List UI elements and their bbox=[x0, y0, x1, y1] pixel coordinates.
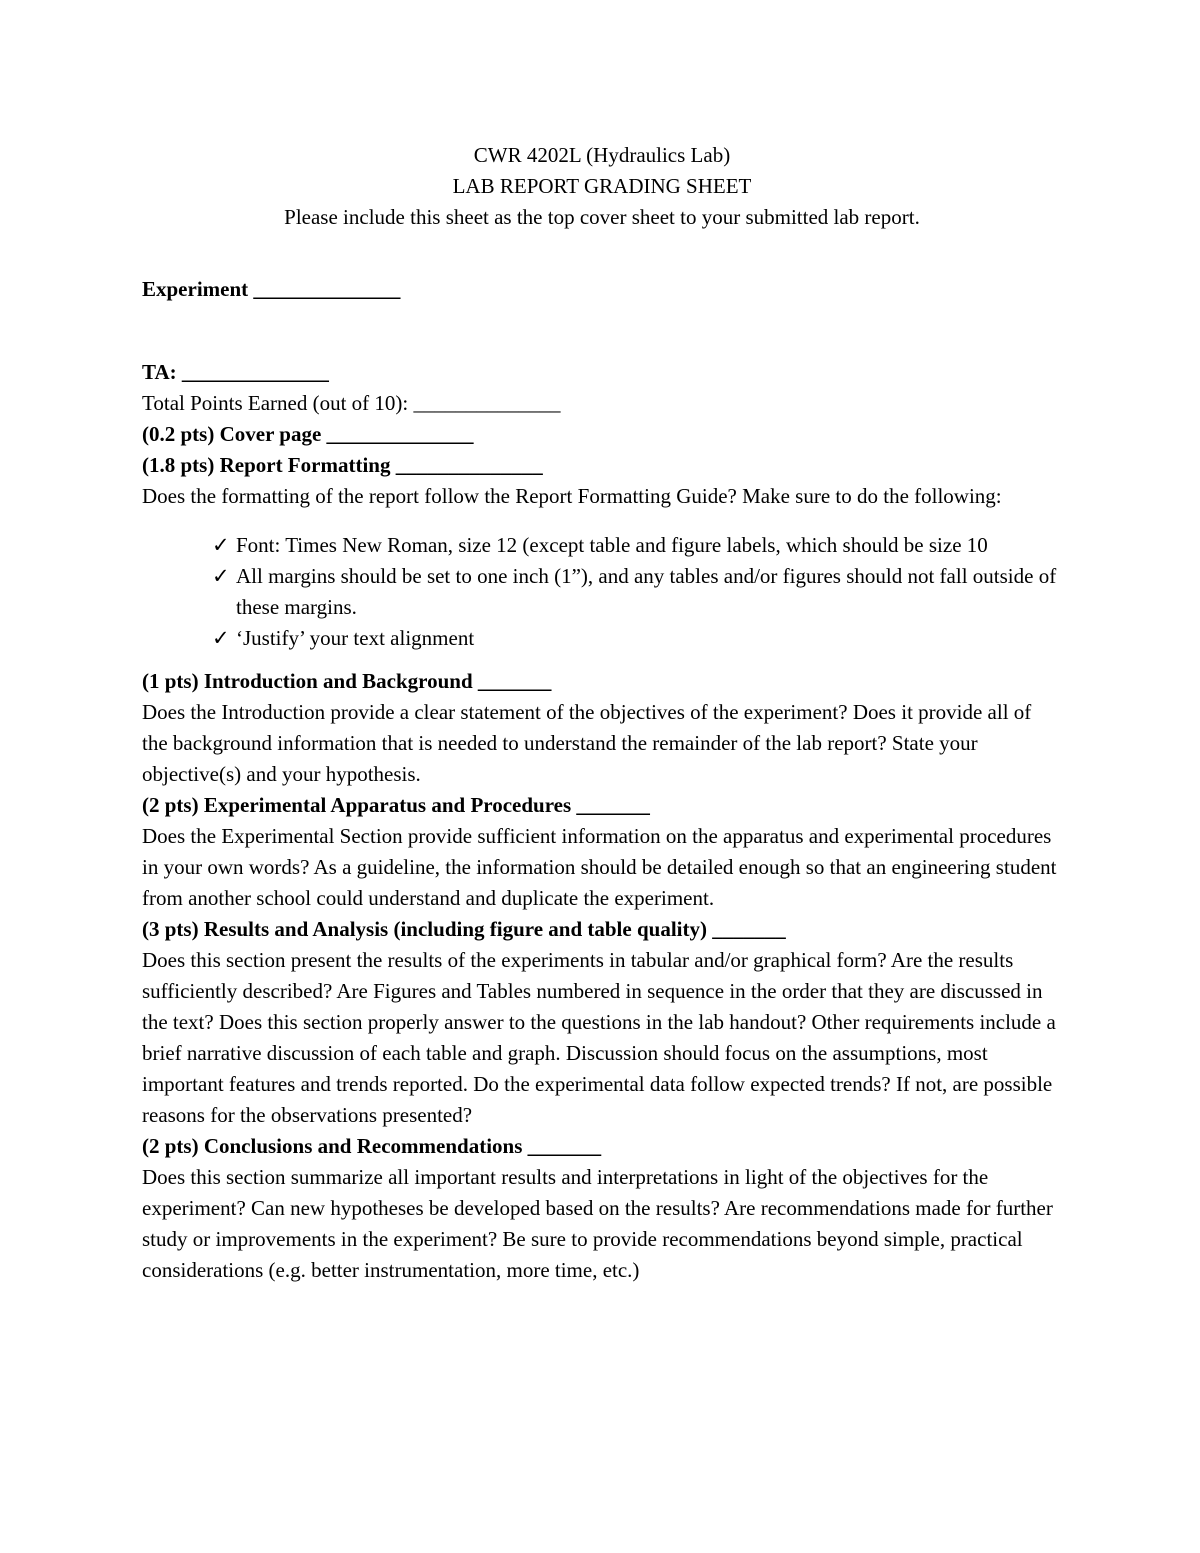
conclusions-heading-line bbox=[142, 1131, 1062, 1162]
apparatus-blank: _______ bbox=[576, 793, 650, 817]
apparatus-heading: (2 pts) Experimental Apparatus and Procedures bbox=[142, 793, 572, 817]
cover-page-blank: ______________ bbox=[326, 422, 474, 446]
conclusions-description: Does this section summarize all important results and interpretations in light of the objectives for the experiment? Can new hypotheses be developed based on the results? Are recommendations made for further study or improvements in the experiment? Be sure to provide recommendations beyond simple, practical considerations (e.g. better instrumentation, more time, etc.) bbox=[142, 1165, 1053, 1282]
checklist-item-text: Font: Times New Roman, size 12 (except table and figure labels, which should be size 10 bbox=[236, 533, 988, 557]
intro-heading: (1 pts) Introduction and Background bbox=[142, 669, 473, 693]
intro-blank: _______ bbox=[477, 669, 552, 693]
intro-heading-line bbox=[142, 666, 1062, 697]
checklist-item-text: ‘Justify’ your text alignment bbox=[236, 626, 475, 650]
results-description: Does this section present the results of the experiments in tabular and/or graphical form? Are the results sufficiently described? Are Figures and Tables numbered in sequence in the order that they are discussed in the text? Does this section properly answer to the questions in the lab handout? Other requirements include a brief narrative discussion of each table and graph. Discussion should focus on the assumptions, most important features and trends reported. Do the experimental data follow expected trends? If not, are possible reasons for the observations presented? bbox=[142, 948, 1056, 1127]
cover-page-heading: (0.2 pts) Cover page bbox=[142, 422, 322, 446]
checkmark-icon: ✓ bbox=[212, 626, 230, 650]
experiment-label: Experiment bbox=[142, 277, 249, 301]
cover-page-section bbox=[142, 419, 1062, 450]
apparatus-description: Does the Experimental Section provide sufficient information on the apparatus and experimental procedures in your own words? As a guideline, the information should be detailed enough so that an engineering student from another school could understand and duplicate the experiment. bbox=[142, 824, 1057, 910]
formatting-description: Does the formatting of the report follow the Report Formatting Guide? Make sure to do the following: bbox=[142, 484, 1002, 508]
experiment-blank: ______________ bbox=[253, 277, 401, 301]
checkmark-icon: ✓ bbox=[212, 533, 230, 557]
checklist-item-text: All margins should be set to one inch (1”), and any tables and/or figures should not fall outside of these margins. bbox=[236, 564, 1057, 619]
total-points-blank: ______________ bbox=[413, 391, 561, 415]
apparatus-heading-line bbox=[142, 790, 1062, 821]
formatting-heading: (1.8 pts) Report Formatting bbox=[142, 453, 391, 477]
results-heading: (3 pts) Results and Analysis (including figure and table quality) bbox=[142, 917, 707, 941]
grading-sheet-page bbox=[142, 140, 1062, 1286]
ta-blank: ______________ bbox=[181, 360, 329, 384]
sheet-title: LAB REPORT GRADING SHEET bbox=[452, 174, 752, 198]
checkmark-icon: ✓ bbox=[212, 564, 230, 588]
checklist-item bbox=[212, 530, 1062, 561]
formatting-heading-line bbox=[142, 450, 1062, 481]
course-title: CWR 4202L (Hydraulics Lab) bbox=[473, 143, 731, 167]
conclusions-heading: (2 pts) Conclusions and Recommendations bbox=[142, 1134, 523, 1158]
ta-field bbox=[142, 357, 1062, 388]
results-heading-line bbox=[142, 914, 1062, 945]
formatting-checklist bbox=[212, 530, 1062, 654]
intro-description: Does the Introduction provide a clear statement of the objectives of the experiment? Does it provide all of the background information that is needed to understand the remainder of the lab report? State your objective(s) and your hypothesis. bbox=[142, 700, 1032, 786]
cover-instruction: Please include this sheet as the top cover sheet to your submitted lab report. bbox=[284, 205, 920, 229]
checklist-item bbox=[212, 561, 1062, 623]
experiment-field bbox=[142, 274, 1062, 305]
total-points-field bbox=[142, 388, 1062, 419]
results-blank: _______ bbox=[712, 917, 786, 941]
document-header bbox=[142, 140, 1062, 233]
checklist-item bbox=[212, 623, 1062, 654]
conclusions-blank: _______ bbox=[527, 1134, 602, 1158]
ta-label: TA: bbox=[142, 360, 177, 384]
formatting-blank: ______________ bbox=[395, 453, 543, 477]
total-points-label: Total Points Earned (out of 10): bbox=[142, 391, 409, 415]
